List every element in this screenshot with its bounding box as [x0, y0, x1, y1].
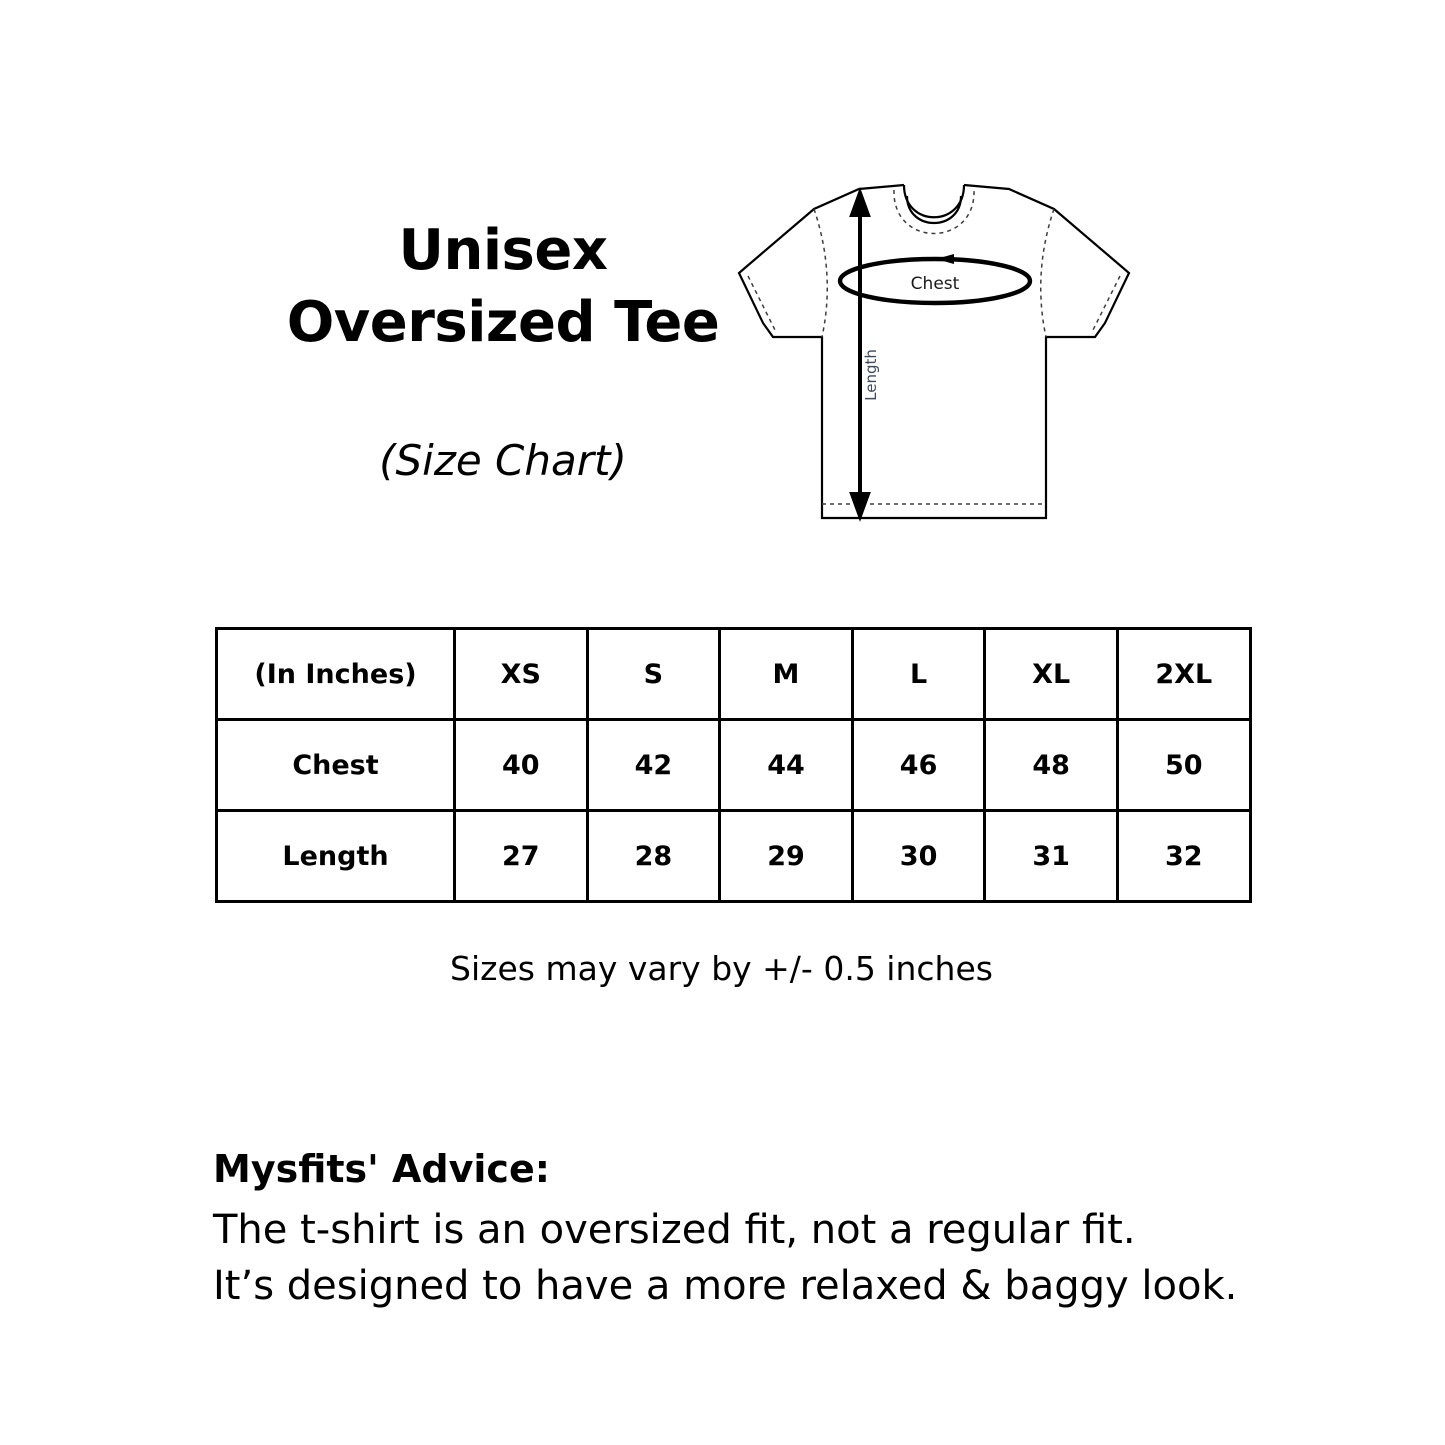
- size-header-2xl: 2XL: [1117, 629, 1250, 720]
- length-xl: 31: [985, 811, 1118, 902]
- size-header-l: L: [852, 629, 985, 720]
- row-label-length: Length: [217, 811, 455, 902]
- length-label: Length: [862, 349, 880, 401]
- size-table: [215, 627, 1252, 903]
- unit-header-cell: (In Inches): [217, 629, 455, 720]
- length-l: 30: [852, 811, 985, 902]
- chest-s: 42: [587, 720, 720, 811]
- size-variance-note: Sizes may vary by +/- 0.5 inches: [450, 949, 993, 988]
- size-header-m: M: [720, 629, 853, 720]
- page-subtitle: (Size Chart): [379, 436, 627, 485]
- chest-l: 46: [852, 720, 985, 811]
- page-title: [250, 215, 756, 359]
- title-line-1: Unisex: [398, 218, 608, 283]
- size-header-xl: XL: [985, 629, 1118, 720]
- advice-line-1: The t-shirt is an oversized fit, not a regular fit.: [213, 1207, 1136, 1253]
- length-2xl: 32: [1117, 811, 1250, 902]
- t-shirt-measurement-diagram: [726, 160, 1136, 540]
- size-header-xs: XS: [455, 629, 588, 720]
- advice-block: [213, 1142, 1263, 1314]
- title-line-2: Oversized Tee: [286, 290, 720, 355]
- chest-xs: 40: [455, 720, 588, 811]
- row-label-chest: Chest: [217, 720, 455, 811]
- size-header-s: S: [587, 629, 720, 720]
- advice-line-2: It’s designed to have a more relaxed & baggy look.: [213, 1263, 1238, 1309]
- chest-m: 44: [720, 720, 853, 811]
- length-xs: 27: [455, 811, 588, 902]
- advice-heading: Mysfits' Advice:: [213, 1147, 550, 1191]
- length-m: 29: [720, 811, 853, 902]
- table-row: [217, 811, 1251, 902]
- table-header-row: [217, 629, 1251, 720]
- chest-label: Chest: [910, 274, 960, 294]
- chest-2xl: 50: [1117, 720, 1250, 811]
- length-s: 28: [587, 811, 720, 902]
- table-row: [217, 720, 1251, 811]
- chest-xl: 48: [985, 720, 1118, 811]
- size-table-container: [215, 627, 1228, 903]
